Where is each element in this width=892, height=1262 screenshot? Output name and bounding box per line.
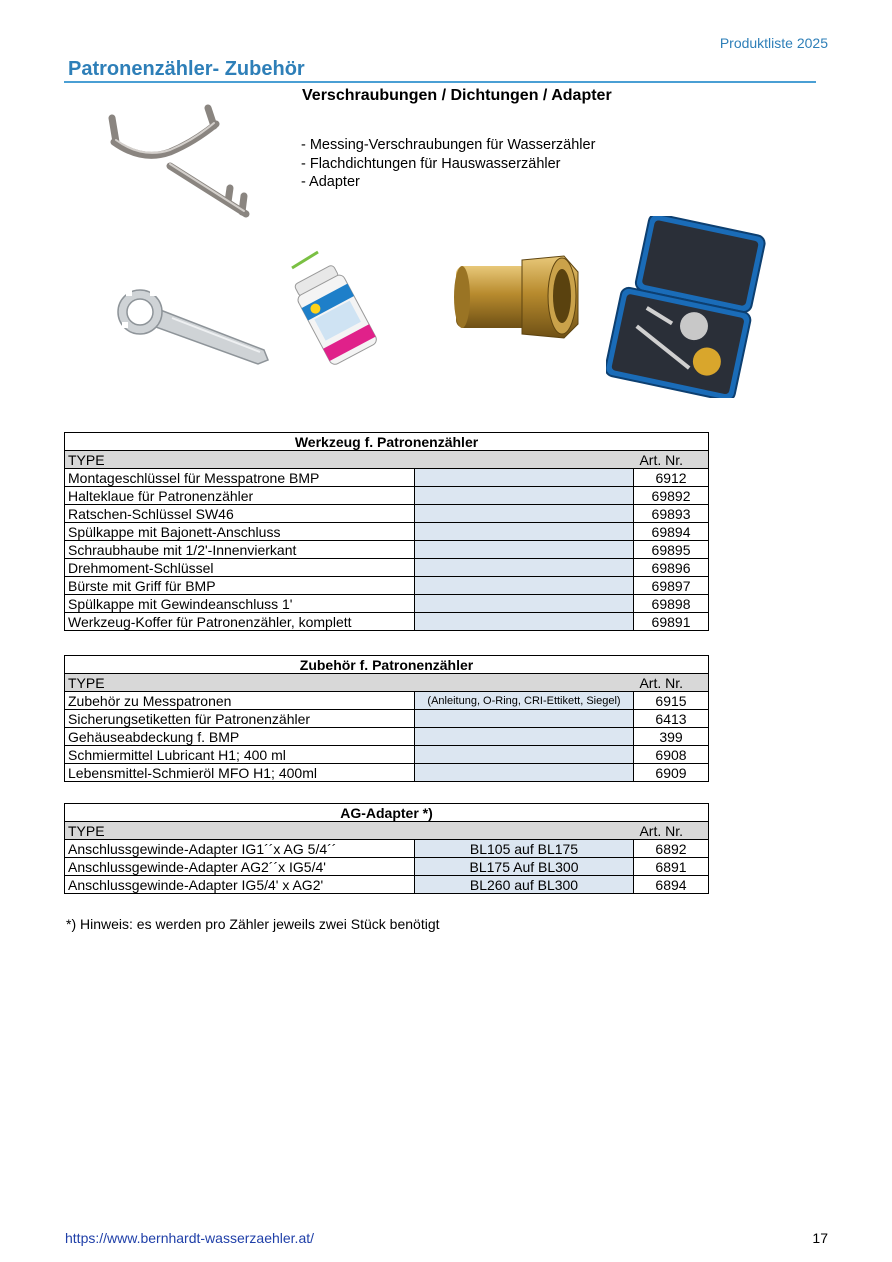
table-row <box>65 523 709 541</box>
column-header-art-nr: Art. Nr. <box>634 822 709 840</box>
footer-website-link[interactable]: https://www.bernhardt-wasserzaehler.at/ <box>65 1230 315 1246</box>
column-header-art-nr: Art. Nr. <box>634 451 709 469</box>
row-name: Bürste mit Griff für BMP <box>65 577 415 595</box>
row-art-nr: 69896 <box>634 559 709 577</box>
row-note <box>415 559 634 577</box>
row-note <box>415 710 634 728</box>
row-name: Sicherungsetiketten für Patronenzähler <box>65 710 415 728</box>
table-row <box>65 746 709 764</box>
column-header-type: TYPE <box>65 822 415 840</box>
table-row <box>65 613 709 631</box>
row-name: Anschlussgewinde-Adapter IG5/4' x AG2' <box>65 876 415 894</box>
table-row <box>65 710 709 728</box>
feature-item: - Flachdichtungen für Hauswasserzähler <box>301 155 561 172</box>
row-art-nr: 69891 <box>634 613 709 631</box>
title-divider <box>64 81 816 83</box>
row-art-nr: 6915 <box>634 692 709 710</box>
table-row <box>65 840 709 858</box>
feature-item: - Messing-Verschraubungen für Wasserzähler <box>301 137 596 153</box>
table-row <box>65 559 709 577</box>
row-name: Drehmoment-Schlüssel <box>65 559 415 577</box>
document-label: Produktliste 2025 <box>719 35 828 51</box>
row-note <box>415 505 634 523</box>
row-name: Montageschlüssel für Messpatrone BMP <box>65 469 415 487</box>
row-name: Halteklaue für Patronenzähler <box>65 487 415 505</box>
row-art-nr: 69897 <box>634 577 709 595</box>
row-art-nr: 69898 <box>634 595 709 613</box>
row-art-nr: 6909 <box>634 764 709 782</box>
feature-item: - Adapter <box>301 174 360 190</box>
row-name: Spülkappe mit Gewindeanschluss 1' <box>65 595 415 613</box>
column-header-art-nr: Art. Nr. <box>634 674 709 692</box>
row-name: Spülkappe mit Bajonett-Anschluss <box>65 523 415 541</box>
row-note <box>415 595 634 613</box>
row-note <box>415 613 634 631</box>
row-art-nr: 6908 <box>634 746 709 764</box>
row-art-nr: 6892 <box>634 840 709 858</box>
table-row <box>65 541 709 559</box>
footnote: *) Hinweis: es werden pro Zähler jeweils zwei Stück benötigt <box>66 916 440 932</box>
table-caption: Zubehör f. Patronenzähler <box>65 656 709 674</box>
page-title: Patronenzähler- Zubehör <box>68 58 305 80</box>
row-name: Schmiermittel Lubricant H1; 400 ml <box>65 746 415 764</box>
row-art-nr: 6413 <box>634 710 709 728</box>
tool-case-photo <box>606 216 766 398</box>
column-header-type: TYPE <box>65 451 415 469</box>
row-note: BL105 auf BL175 <box>415 840 634 858</box>
row-note <box>415 728 634 746</box>
column-header-blank <box>415 822 634 840</box>
row-art-nr: 6912 <box>634 469 709 487</box>
table-row <box>65 577 709 595</box>
accessories-table <box>64 655 709 782</box>
row-note <box>415 469 634 487</box>
row-note: BL260 auf BL300 <box>415 876 634 894</box>
row-name: Anschlussgewinde-Adapter AG2´´x IG5/4' <box>65 858 415 876</box>
brass-adapter-photo <box>452 250 582 340</box>
row-note <box>415 577 634 595</box>
row-name: Ratschen-Schlüssel SW46 <box>65 505 415 523</box>
row-note <box>415 746 634 764</box>
table-row <box>65 858 709 876</box>
lubricant-spray-can-photo <box>270 248 395 366</box>
row-name: Lebensmittel-Schmieröl MFO H1; 400ml <box>65 764 415 782</box>
row-art-nr: 69893 <box>634 505 709 523</box>
page-number: 17 <box>812 1230 828 1246</box>
row-note: BL175 Auf BL300 <box>415 858 634 876</box>
row-note <box>415 541 634 559</box>
table-row <box>65 876 709 894</box>
row-note: (Anleitung, O-Ring, CRI-Ettikett, Siegel) <box>415 692 634 710</box>
tools-table <box>64 432 709 631</box>
table-row <box>65 692 709 710</box>
table-row <box>65 505 709 523</box>
row-name: Gehäuseabdeckung f. BMP <box>65 728 415 746</box>
table-row <box>65 487 709 505</box>
mounting-wrench-photo <box>112 282 272 368</box>
holding-claw-tool-photo <box>104 104 254 222</box>
table-row <box>65 728 709 746</box>
ag-adapter-table <box>64 803 709 894</box>
row-note <box>415 764 634 782</box>
row-name: Anschlussgewinde-Adapter IG1´´x AG 5/4´´ <box>65 840 415 858</box>
row-art-nr: 69894 <box>634 523 709 541</box>
row-art-nr: 399 <box>634 728 709 746</box>
table-row <box>65 764 709 782</box>
row-name: Zubehör zu Messpatronen <box>65 692 415 710</box>
row-art-nr: 69892 <box>634 487 709 505</box>
table-caption: AG-Adapter *) <box>65 804 709 822</box>
row-art-nr: 6891 <box>634 858 709 876</box>
column-header-blank <box>415 674 634 692</box>
section-heading: Verschraubungen / Dichtungen / Adapter <box>302 87 612 104</box>
feature-list <box>301 136 595 192</box>
row-name: Schraubhaube mit 1/2'-Innenvierkant <box>65 541 415 559</box>
row-name: Werkzeug-Koffer für Patronenzähler, komplett <box>65 613 415 631</box>
table-caption: Werkzeug f. Patronenzähler <box>65 433 709 451</box>
column-header-type: TYPE <box>65 674 415 692</box>
row-note <box>415 487 634 505</box>
table-row <box>65 595 709 613</box>
row-art-nr: 69895 <box>634 541 709 559</box>
row-art-nr: 6894 <box>634 876 709 894</box>
table-row <box>65 469 709 487</box>
row-note <box>415 523 634 541</box>
column-header-blank <box>415 451 634 469</box>
